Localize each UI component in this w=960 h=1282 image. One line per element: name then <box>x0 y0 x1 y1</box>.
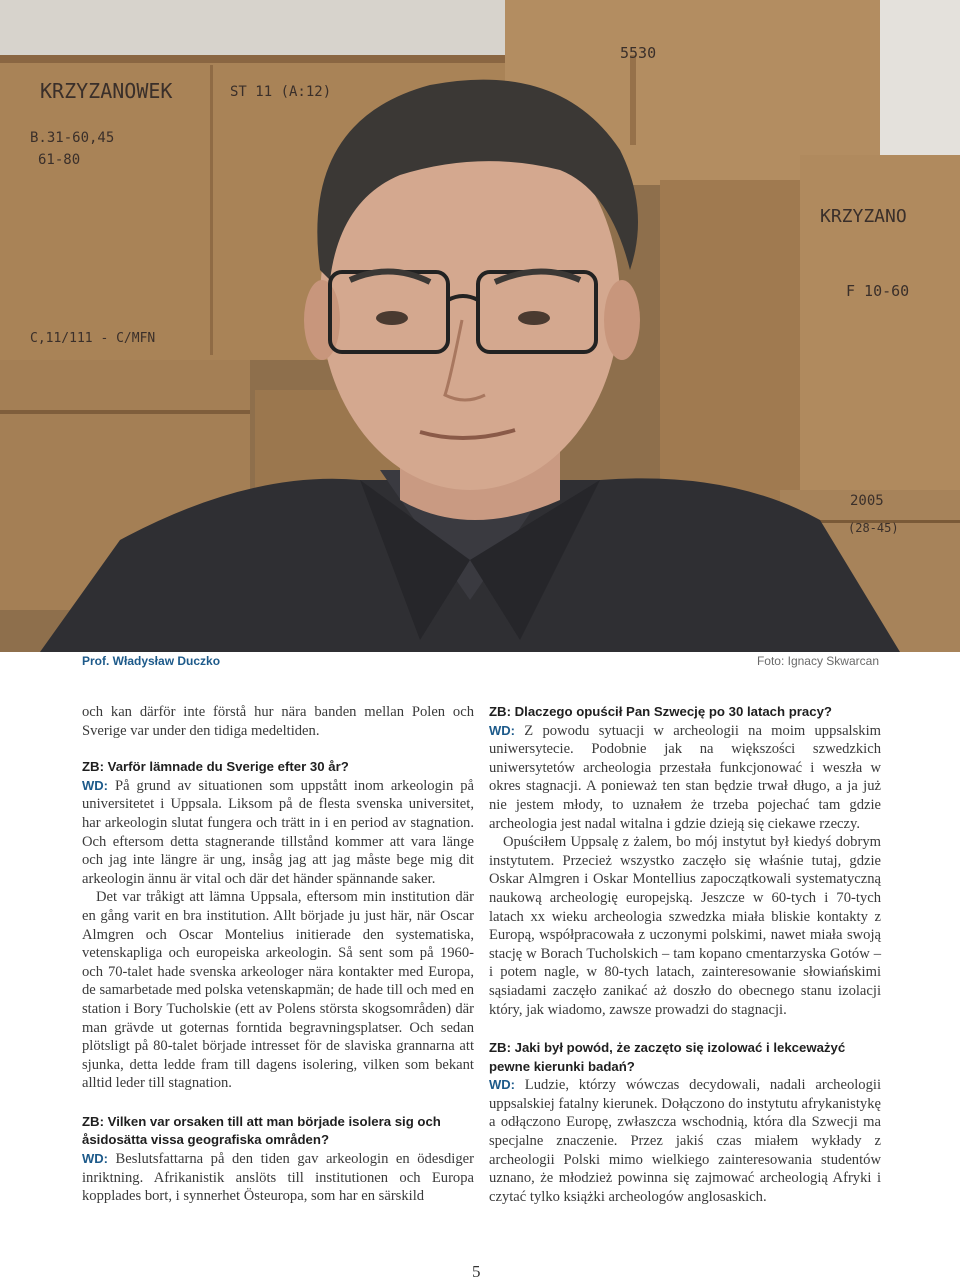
swedish-column <box>82 703 474 1206</box>
intro-paragraph: och kan därför inte förstå hur nära banden mellan Polen och Sverige var under den tidiga medeltiden. <box>82 704 474 739</box>
box-label: B.31-60,45 <box>30 130 115 146</box>
answer-1-paragraph-1 <box>489 722 881 834</box>
answer-1-paragraph-1 <box>82 777 474 889</box>
question-2: ZB: Jaki był powód, że zaczęto się izolować i lekceważyć pewne kierunki badań? <box>489 1040 846 1074</box>
speaker-label: WD: <box>82 1151 108 1167</box>
answer-2-paragraph <box>489 1076 881 1206</box>
page-number: 5 <box>472 1262 481 1281</box>
answer-text: Beslutsfattarna på den tiden gav arkeologin en ödesdiger inriktning. Afrikanistik anslöts till institutionen och Europa kopplades bort, i synnerhet Östeuropa, som har en särskild <box>82 1151 474 1205</box>
answer-1-paragraph-2: Opuściłem Uppsalę z żalem, bo mój instytut był kiedyś dobrym instytutem. Przecież wszystko zaczęło się właśnie tutaj, gdzie Oskar Almgren i Oskar Montellius zapoczątkowali systematyczną naukową archeologię europejską. Jeszcze w 60-tych i 70-tych latach xx wieku archeologia szwedzka miała bliskie kontakty z Europą, współpracowała z uczonymi polskimi, nawet miała swoją stację w Borach Tucholskich – tam kopano cmentarzyska Gotów – i potem nagle, w 80-tych latach, zainteresowanie słowiańskimi sąsiadami zaczęło zanikać aż doszło do obecnego stanu izolacji który, jak wiadomo, zawsze prowadzi do stagnacji. <box>489 834 881 1018</box>
photo-credit: Foto: Ignacy Skwarcan <box>756 654 879 668</box>
polish-column <box>489 703 881 1206</box>
box-label: 61-80 <box>38 152 81 168</box>
speaker-label: WD: <box>489 1077 515 1093</box>
answer-1-paragraph-2: Det var tråkigt att lämna Uppsala, eftersom min institution där en gång varit en bra institution. Allt började ju just här, när Oscar Almgren och Oscar Montelius initierade den systematiska, vetenskapliga och europeiska arkeologin. Så sent som på 1960- och 70-talet hade svenska arkeologer nära kontakter med Europa, de samarbetade med polska vetenskapmän; de hade till och med en station i Bory Tucholskie (ett av Polens största skogsområden) där man grävde ut goternas forntida begravningsplatser. Och sedan plötsligt på 80-talet började intresset för de slaviska grannarna att sjunka, detta ledde fram till dagens isolering, vilken som bekant alltid leder till stagnation. <box>82 889 474 1092</box>
question-1: ZB: Dlaczego opuścił Pan Szwecję po 30 latach pracy? <box>489 704 832 719</box>
question-1: ZB: Varför lämnade du Sverige efter 30 år? <box>82 759 349 775</box>
box-label: 2005 <box>850 493 884 509</box>
answer-2-paragraph <box>82 1150 474 1206</box>
box-label: F 10-60 <box>846 282 910 300</box>
box-label: ST 11 (A:12) <box>230 84 332 100</box>
photo-caption-name: Prof. Władysław Duczko <box>82 654 221 668</box>
answer-text: Z powodu sytuacji w archeologii na moim uppsalskim uniwersytecie. Podobnie jak na większości szwedzkich uniwersytetów archeologia przestała funkcjonować i weszła w okres stagnacji. A ponieważ ten stan będzie trwał długo, a ja już nie jestem młody, to uznałem że trzeba pojechać tam gdzie archeologia jest nadal witalna i gdzie dzieją się ciekawe rzeczy. <box>489 722 881 832</box>
answer-text: På grund av situationen som uppstått inom arkeologin på universitetet i Uppsala. Liksom på de flesta svenska universitet, har arkeologin slutat fungera och trätt in i en period av stagnation. Och eftersom detta stagnerande tillstånd kommer att vara länge och jag inte längre är ung, insåg jag att jag måste bege mig dit arkeologin ännu är vital och där det händer spännande saker. <box>82 777 474 887</box>
box-label: (28-45) <box>848 521 899 535</box>
speaker-label: WD: <box>489 722 515 738</box>
box-label: KRZYZANO <box>820 206 907 227</box>
box-label: KRZYZANOWEK <box>40 79 173 103</box>
speaker-label: WD: <box>82 777 108 793</box>
box-label: 5530 <box>620 44 657 62</box>
question-2: ZB: Vilken var orsaken till att man började isolera sig och åsidosätta vissa geografiska områden? <box>82 1113 441 1148</box>
box-label: C,11/111 - C/MFN <box>30 331 156 346</box>
answer-text: Ludzie, którzy wówczas decydowali, nadali archeologii uppsalskiej fatalny kierunek. Dołączono do instytutu afrykanistykę a odłączono Europę, zwłaszcza wschodnią, która dla Szwecji ma specjalne znaczenie. Przez jakiś czas miałem wykłady z archeologii Polski mimo wielkiego zainteresowania studentów uznano, że młodzież powinna się zajmować archeologią Afryki i czytać tylko książki archeologów anglosaskich. <box>489 1077 881 1205</box>
